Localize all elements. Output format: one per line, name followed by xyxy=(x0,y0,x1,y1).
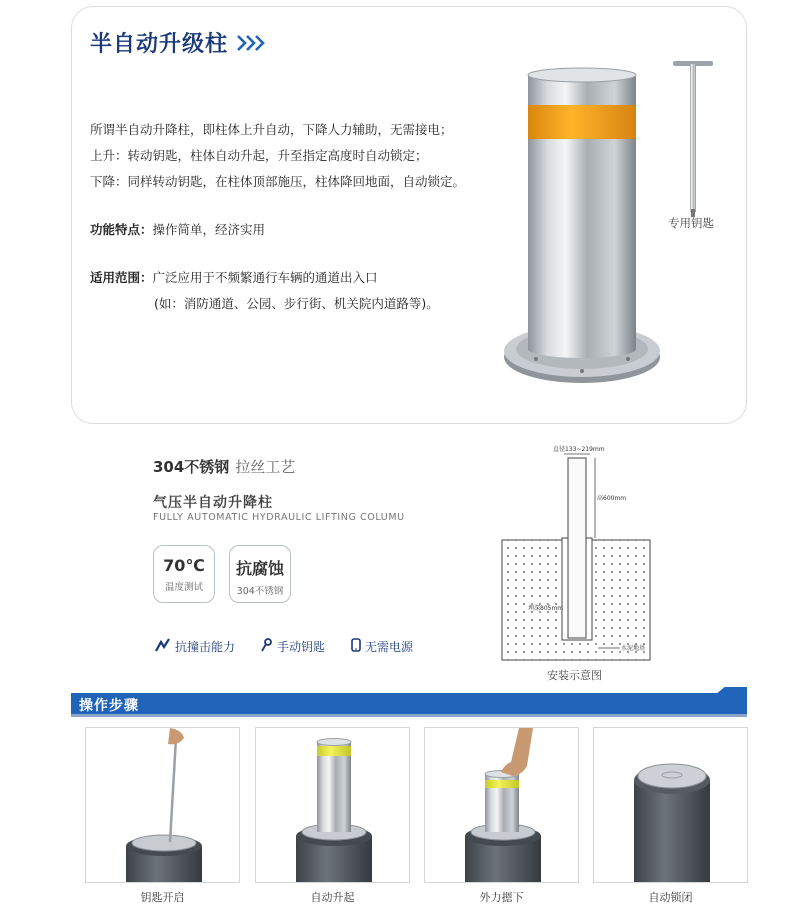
feature-key: 手动钥匙 xyxy=(261,638,325,655)
svg-text:高600mm: 高600mm xyxy=(597,495,627,502)
intro-card xyxy=(71,6,747,424)
double-chevron-right-icon xyxy=(236,34,266,52)
desc-line-2: 上升：转动钥匙，柱体自动升起，升至指定高度时自动锁定； xyxy=(90,148,428,163)
feature-no-power: 无需电源 xyxy=(351,638,413,655)
key-label: 专用钥匙 xyxy=(668,216,714,230)
material-title: 304不锈钢 拉丝工艺 xyxy=(153,458,296,476)
intro-description xyxy=(90,117,465,317)
intro-title: 半自动升级柱 xyxy=(90,27,266,58)
desc-line-3: 下降：同样转动钥匙，在柱体顶部施压，柱体降回地面，自动锁定。 xyxy=(90,174,466,189)
diagram-label: 安装示意图 xyxy=(547,669,602,682)
step-key-open xyxy=(85,727,240,883)
feature-list xyxy=(155,638,413,655)
step-label-4: 自动锁闭 xyxy=(648,891,693,904)
step-auto-rise xyxy=(255,727,410,883)
product-name-en: FULLY AUTOMATIC HYDRAULIC LIFTING COLUMU xyxy=(153,512,405,523)
step-label-1: 钥匙开启 xyxy=(140,891,185,904)
scope-line: 适用范围：广泛应用于不频繁通行车辆的通道出入口 xyxy=(90,270,378,285)
lightning-icon xyxy=(155,638,171,655)
steps-title: 操作步骤 xyxy=(79,698,139,714)
step-auto-lock xyxy=(593,727,748,883)
svg-text:埋深805mm: 埋深805mm xyxy=(528,605,564,612)
phone-icon xyxy=(351,638,361,655)
desc-line-1: 所谓半自动升降柱，即柱体上升自动，下降人力辅助，无需接电； xyxy=(90,122,453,137)
svg-text:直径133~219mm: 直径133~219mm xyxy=(553,446,605,453)
product-name-cn: 气压半自动升降柱 xyxy=(153,495,273,511)
svg-text:水泥地基: 水泥地基 xyxy=(621,645,646,652)
scope-line-2: (如：消防通道、公园、步行街、机关院内道路等)。 xyxy=(154,296,439,311)
bollard-image xyxy=(502,65,662,395)
feature-line: 功能特点：操作简单，经济实用 xyxy=(90,222,266,237)
installation-diagram xyxy=(498,442,654,664)
key-icon xyxy=(261,638,273,655)
badge-corrosion: 抗腐蚀 304不锈钢 xyxy=(229,545,291,603)
step-label-2: 自动升起 xyxy=(310,891,355,904)
badge-temperature: 70℃ 温度测试 xyxy=(153,545,215,603)
feature-impact: 抗撞击能力 xyxy=(155,638,235,655)
step-label-3: 外力摁下 xyxy=(479,891,524,904)
key-image xyxy=(669,59,719,219)
steps-header xyxy=(71,693,747,717)
step-press-down xyxy=(424,727,579,883)
